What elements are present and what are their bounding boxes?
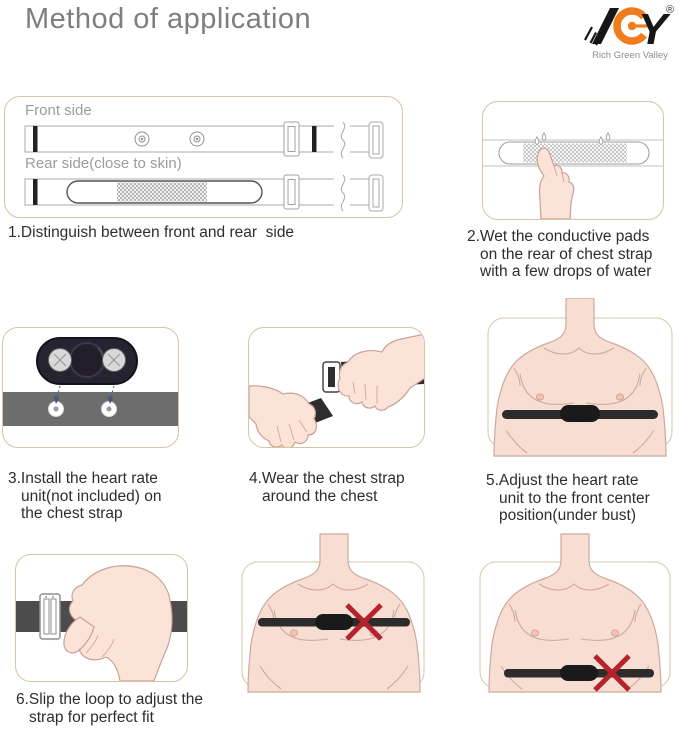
logo-letter-y: Y	[638, 5, 668, 52]
snap-receiver-icon	[102, 402, 117, 417]
slider-buckle-icon	[40, 594, 60, 639]
lower-hand-icon	[249, 386, 316, 447]
wear-strap-illustration	[249, 328, 424, 447]
heart-rate-unit-icon	[315, 614, 353, 630]
brand-logo	[584, 2, 676, 61]
caption-step5: 5.Adjust the heart rate unit to the front center position(under bust)	[486, 472, 650, 525]
panel-step6	[15, 554, 188, 682]
slider-buckle-icon	[284, 122, 299, 156]
install-unit-illustration	[3, 328, 178, 447]
wet-pads-illustration	[483, 102, 663, 219]
wrong-position-high-illustration	[236, 528, 432, 696]
conductive-pad-icon	[67, 181, 262, 203]
chest-strap-band	[3, 392, 178, 426]
torso-figure	[248, 534, 420, 692]
rear-side-label: Rear side(close to skin)	[25, 155, 182, 172]
strap-end-bar	[312, 126, 317, 152]
logo-subtitle: Rich Green Valley	[592, 50, 668, 61]
snap-stud-icon	[135, 132, 149, 146]
heart-rate-unit-icon	[560, 405, 600, 422]
caption-step3: 3.Install the heart rate unit(not included) on the chest strap	[8, 470, 162, 523]
front-side-label: Front side	[25, 102, 92, 119]
heart-rate-unit-icon	[560, 665, 598, 681]
end-loop-icon	[369, 122, 383, 158]
heart-rate-unit-icon	[37, 338, 137, 384]
page-title: Method of application	[25, 3, 312, 35]
strap-end-bar	[33, 126, 38, 152]
front-strap-illustration	[17, 121, 395, 159]
panel-step2	[482, 101, 664, 220]
rear-strap-illustration	[17, 174, 395, 212]
registered-mark-icon: ®	[666, 4, 675, 16]
panel-step4	[248, 327, 425, 448]
strap-end-bar	[33, 179, 38, 205]
caption-step2: 2.Wet the conductive pads on the rear of chest strap with a few drops of water	[467, 228, 653, 281]
hook-buckle-icon	[323, 362, 340, 392]
rgy-logo-icon	[584, 2, 676, 52]
caption-step1: 1.Distinguish between front and rear side	[8, 224, 295, 241]
upper-hand-icon	[338, 334, 424, 410]
panel-step3	[2, 327, 179, 448]
slip-loop-illustration	[16, 555, 187, 681]
caption-step4: 4.Wear the chest strap around the chest	[249, 470, 405, 505]
slider-buckle-icon	[284, 175, 299, 209]
panel-step1	[4, 96, 403, 218]
conductive-pad-icon	[499, 142, 649, 164]
snap-stud-icon	[190, 132, 204, 146]
end-loop-icon	[369, 175, 383, 211]
caption-step6: 6.Slip the loop to adjust the strap for perfect fit	[16, 691, 203, 726]
wrong-position-low-illustration	[474, 528, 678, 696]
adjust-position-illustration	[482, 298, 678, 458]
